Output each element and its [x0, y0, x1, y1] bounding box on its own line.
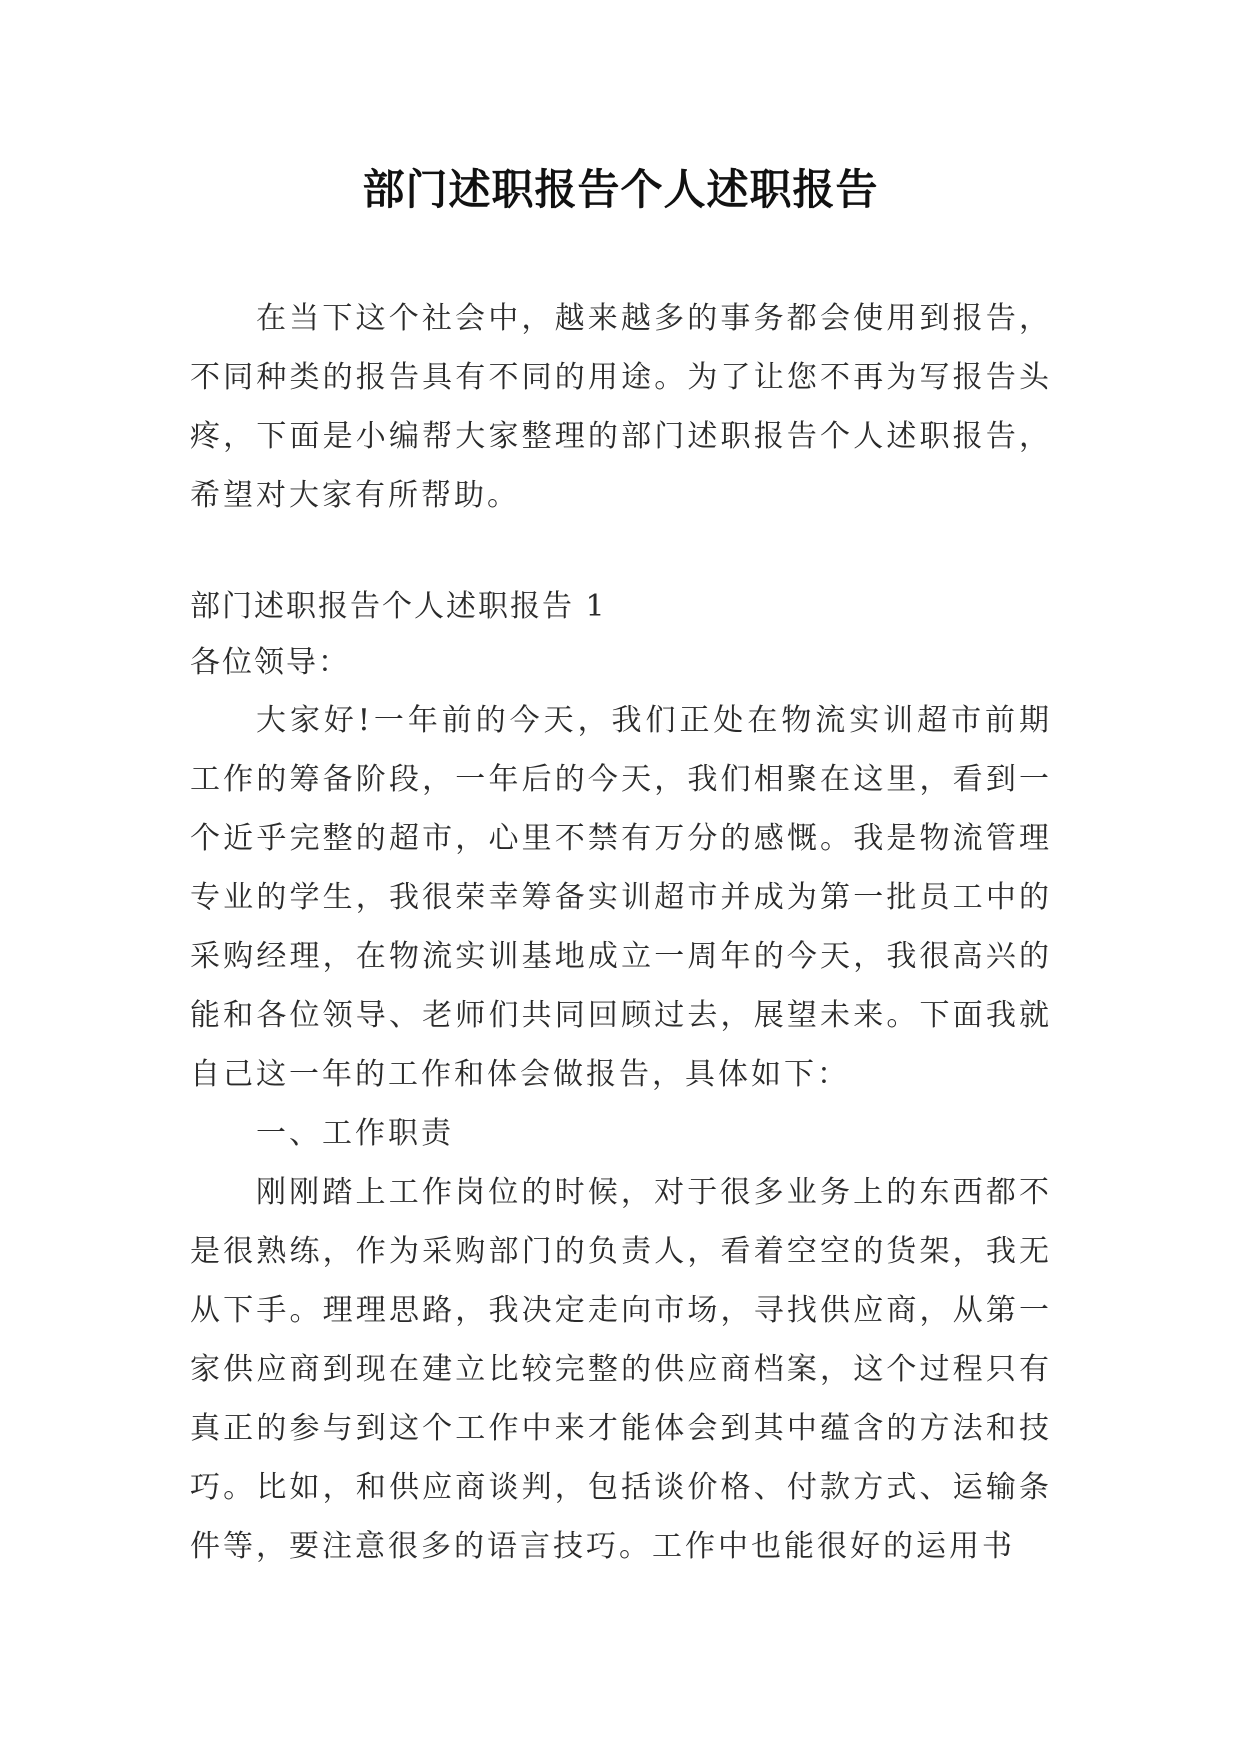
subheading-work-duties: 一、工作职责 [256, 1116, 454, 1151]
salutation: 各位领导： [190, 645, 350, 680]
body-paragraph-2: 刚刚踏上工作岗位的时候，对于很多业务上的东西都不是很熟练，作为采购部门的负责人，看着空空的货架，我无从下手。理理思路，我决定走向市场，寻找供应商，从第一家供应商到现在建立比较完整的供应商档案，这个过程只有真正的参与到这个工作中来才能体会到其中蕴含的方法和技巧。比如，和供应商谈判，包括谈价格、付款方式、运输条件等，要注意很多的语言技巧。工作中也能很好的运用书 [190, 1175, 1052, 1564]
report-block [190, 579, 1052, 1576]
body-paragraph-1: 大家好!一年前的今天，我们正处在物流实训超市前期工作的筹备阶段，一年后的今天，我们相聚在这里，看到一个近乎完整的超市，心里不禁有万分的感慨。我是物流管理专业的学生，我很荣幸筹备实训超市并成为第一批员工中的采购经理，在物流实训基地成立一周年的今天，我很高兴的能和各位领导、老师们共同回顾过去，展望未来。下面我就自己这一年的工作和体会做报告，具体如下： [190, 703, 1052, 1092]
intro-block [190, 289, 1052, 525]
intro-paragraph: 在当下这个社会中，越来越多的事务都会使用到报告，不同种类的报告具有不同的用途。为了让您不再为写报告头疼，下面是小编帮大家整理的部门述职报告个人述职报告，希望对大家有所帮助。 [190, 301, 1052, 513]
section-title: 部门述职报告个人述职报告 1 [190, 589, 607, 624]
document-title: 部门述职报告个人述职报告 [362, 165, 879, 214]
